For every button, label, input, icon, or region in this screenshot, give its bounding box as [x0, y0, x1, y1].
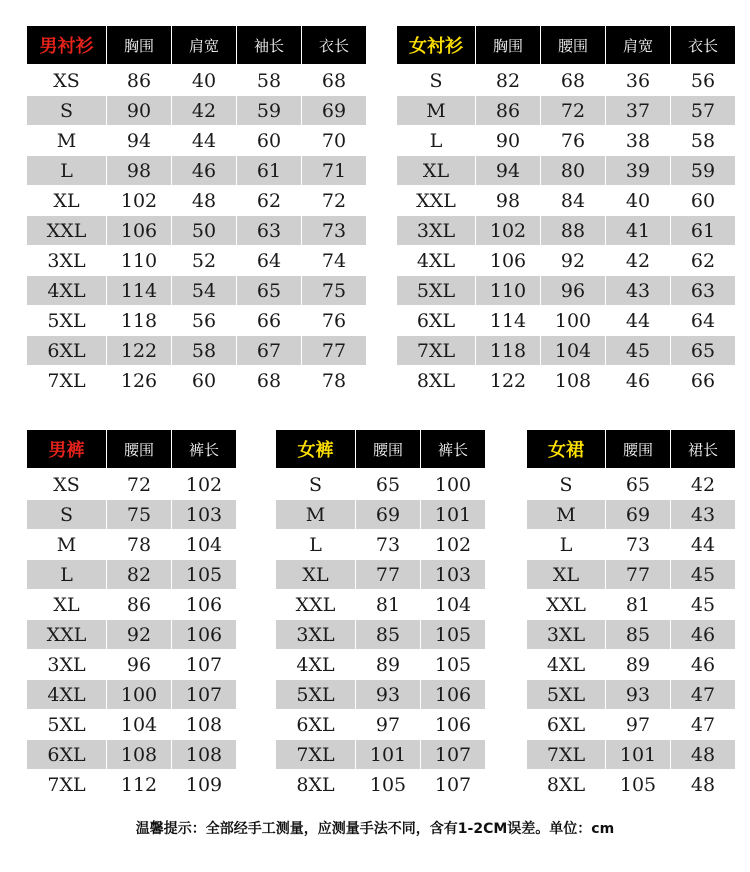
table-title: 女裤 — [276, 430, 356, 469]
table-row — [27, 336, 367, 366]
measurement-cell: 98 — [107, 156, 172, 186]
measurement-cell: 122 — [107, 336, 172, 366]
table-row — [397, 96, 736, 126]
measurement-cell: 68 — [237, 366, 302, 396]
size-label: 6XL — [397, 306, 476, 336]
table-row — [276, 560, 486, 590]
table-row — [527, 620, 736, 650]
measurement-cell: 78 — [302, 366, 367, 396]
size-label: 5XL — [27, 306, 107, 336]
measurement-cell: 114 — [107, 276, 172, 306]
measurement-cell: 69 — [302, 96, 367, 126]
column-header: 裙长 — [671, 430, 736, 469]
measurement-cell: 107 — [172, 680, 237, 710]
table-row — [27, 500, 237, 530]
table-title: 男裤 — [27, 430, 107, 469]
mens-shirt-size-table — [26, 26, 367, 395]
measurement-cell: 106 — [421, 680, 486, 710]
measurement-cell: 102 — [421, 530, 486, 560]
measurement-cell: 122 — [476, 366, 541, 396]
table-row — [397, 65, 736, 96]
table-row — [397, 276, 736, 306]
size-label: XS — [27, 469, 107, 500]
measurement-cell: 78 — [107, 530, 172, 560]
size-label: XL — [276, 560, 356, 590]
measurement-cell: 108 — [172, 740, 237, 770]
measurement-cell: 80 — [541, 156, 606, 186]
size-label: L — [527, 530, 606, 560]
size-label: S — [527, 469, 606, 500]
table-row — [527, 590, 736, 620]
measurement-cell: 90 — [107, 96, 172, 126]
measurement-cell: 97 — [606, 710, 671, 740]
size-label: XL — [27, 186, 107, 216]
table-row — [276, 620, 486, 650]
table-row — [27, 650, 237, 680]
size-label: 4XL — [397, 246, 476, 276]
size-label: 8XL — [397, 366, 476, 396]
measurement-cell: 85 — [356, 620, 421, 650]
measurement-cell: 101 — [356, 740, 421, 770]
size-label: 4XL — [27, 276, 107, 306]
measurement-cell: 60 — [172, 366, 237, 396]
measurement-cell: 46 — [671, 620, 736, 650]
table-row — [276, 530, 486, 560]
measurement-cell: 82 — [476, 65, 541, 96]
measurement-cell: 89 — [356, 650, 421, 680]
measurement-cell: 102 — [107, 186, 172, 216]
measurement-cell: 104 — [172, 530, 237, 560]
measurement-cell: 61 — [237, 156, 302, 186]
measurement-cell: 56 — [671, 65, 736, 96]
measurement-cell: 40 — [606, 186, 671, 216]
size-label: 3XL — [276, 620, 356, 650]
size-label: 4XL — [276, 650, 356, 680]
size-label: 7XL — [276, 740, 356, 770]
measurement-cell: 65 — [356, 469, 421, 500]
table-row — [27, 590, 237, 620]
measurement-cell: 97 — [356, 710, 421, 740]
size-label: 5XL — [276, 680, 356, 710]
size-label: 3XL — [27, 650, 107, 680]
measurement-cell: 108 — [541, 366, 606, 396]
measurement-cell: 77 — [302, 336, 367, 366]
table-row — [27, 65, 367, 96]
measurement-note: 温馨提示：全部经手工测量，应测量手法不同，含有1-2CM误差。单位：cm — [135, 821, 615, 837]
measurement-cell: 86 — [476, 96, 541, 126]
measurement-cell: 118 — [476, 336, 541, 366]
size-label: 4XL — [527, 650, 606, 680]
measurement-cell: 50 — [172, 216, 237, 246]
measurement-cell: 105 — [606, 770, 671, 800]
size-label: M — [397, 96, 476, 126]
table-row — [397, 156, 736, 186]
table-title: 女裙 — [527, 430, 606, 469]
measurement-cell: 104 — [421, 590, 486, 620]
size-label: S — [397, 65, 476, 96]
size-label: S — [27, 96, 107, 126]
column-header: 衣长 — [671, 26, 736, 65]
size-label: 6XL — [27, 740, 107, 770]
measurement-cell: 36 — [606, 65, 671, 96]
measurement-cell: 110 — [107, 246, 172, 276]
measurement-cell: 106 — [476, 246, 541, 276]
measurement-cell: 96 — [541, 276, 606, 306]
table-row — [276, 469, 486, 500]
size-label: XL — [527, 560, 606, 590]
column-header: 腰围 — [606, 430, 671, 469]
table-row — [27, 276, 367, 306]
size-label: M — [27, 126, 107, 156]
measurement-cell: 44 — [606, 306, 671, 336]
measurement-cell: 106 — [107, 216, 172, 246]
measurement-cell: 44 — [671, 530, 736, 560]
measurement-cell: 76 — [541, 126, 606, 156]
measurement-cell: 100 — [541, 306, 606, 336]
measurement-cell: 62 — [671, 246, 736, 276]
size-label: 6XL — [27, 336, 107, 366]
table-row — [527, 680, 736, 710]
table-row — [27, 126, 367, 156]
measurement-cell: 89 — [606, 650, 671, 680]
measurement-cell: 96 — [107, 650, 172, 680]
size-label: XXL — [27, 620, 107, 650]
measurement-cell: 118 — [107, 306, 172, 336]
size-label: L — [276, 530, 356, 560]
measurement-cell: 40 — [172, 65, 237, 96]
measurement-cell: 92 — [541, 246, 606, 276]
table-row — [27, 186, 367, 216]
size-label: 8XL — [527, 770, 606, 800]
size-label: 3XL — [397, 216, 476, 246]
measurement-cell: 104 — [541, 336, 606, 366]
size-label: 4XL — [27, 680, 107, 710]
size-label: M — [276, 500, 356, 530]
measurement-cell: 85 — [606, 620, 671, 650]
measurement-cell: 43 — [671, 500, 736, 530]
table-row — [397, 186, 736, 216]
measurement-cell: 70 — [302, 126, 367, 156]
table-row — [527, 650, 736, 680]
measurement-cell: 48 — [671, 770, 736, 800]
measurement-cell: 42 — [671, 469, 736, 500]
table-row — [527, 530, 736, 560]
measurement-cell: 101 — [606, 740, 671, 770]
table-row — [27, 710, 237, 740]
measurement-cell: 106 — [172, 590, 237, 620]
measurement-cell: 48 — [172, 186, 237, 216]
measurement-cell: 59 — [237, 96, 302, 126]
measurement-cell: 112 — [107, 770, 172, 800]
table-row — [27, 740, 237, 770]
size-label: 3XL — [527, 620, 606, 650]
measurement-cell: 60 — [671, 186, 736, 216]
measurement-cell: 108 — [172, 710, 237, 740]
table-row — [397, 216, 736, 246]
measurement-cell: 38 — [606, 126, 671, 156]
size-label: M — [527, 500, 606, 530]
size-label: L — [27, 560, 107, 590]
size-label: S — [276, 469, 356, 500]
measurement-cell: 41 — [606, 216, 671, 246]
measurement-cell: 74 — [302, 246, 367, 276]
measurement-cell: 94 — [107, 126, 172, 156]
measurement-cell: 66 — [237, 306, 302, 336]
measurement-cell: 68 — [302, 65, 367, 96]
measurement-cell: 65 — [237, 276, 302, 306]
measurement-cell: 93 — [356, 680, 421, 710]
measurement-cell: 56 — [172, 306, 237, 336]
measurement-cell: 64 — [671, 306, 736, 336]
table-row — [27, 156, 367, 186]
table-header-row — [276, 430, 486, 469]
column-header: 衣长 — [302, 26, 367, 65]
measurement-cell: 86 — [107, 590, 172, 620]
measurement-cell: 54 — [172, 276, 237, 306]
measurement-cell: 68 — [541, 65, 606, 96]
table-row — [27, 680, 237, 710]
measurement-cell: 46 — [606, 366, 671, 396]
table-title: 女衬衫 — [397, 26, 476, 65]
measurement-cell: 69 — [606, 500, 671, 530]
measurement-cell: 126 — [107, 366, 172, 396]
table-row — [27, 770, 237, 800]
measurement-cell: 57 — [671, 96, 736, 126]
measurement-cell: 72 — [107, 469, 172, 500]
table-row — [397, 336, 736, 366]
measurement-cell: 108 — [107, 740, 172, 770]
table-row — [27, 620, 237, 650]
measurement-cell: 84 — [541, 186, 606, 216]
table-row — [397, 366, 736, 396]
column-header: 裤长 — [172, 430, 237, 469]
column-header: 腰围 — [356, 430, 421, 469]
measurement-cell: 90 — [476, 126, 541, 156]
table-row — [27, 469, 237, 500]
table-row — [397, 306, 736, 336]
measurement-cell: 103 — [421, 560, 486, 590]
measurement-cell: 105 — [356, 770, 421, 800]
table-row — [527, 500, 736, 530]
measurement-cell: 42 — [172, 96, 237, 126]
column-header: 袖长 — [237, 26, 302, 65]
womens-shirt-size-table — [396, 26, 736, 395]
measurement-cell: 105 — [172, 560, 237, 590]
column-header: 肩宽 — [606, 26, 671, 65]
measurement-cell: 42 — [606, 246, 671, 276]
table-row — [276, 710, 486, 740]
measurement-cell: 73 — [302, 216, 367, 246]
womens-skirt-size-table — [526, 430, 736, 799]
measurement-cell: 69 — [356, 500, 421, 530]
table-header-row — [527, 430, 736, 469]
table-row — [276, 740, 486, 770]
size-label: XXL — [27, 216, 107, 246]
size-label: XXL — [397, 186, 476, 216]
measurement-cell: 93 — [606, 680, 671, 710]
measurement-cell: 72 — [541, 96, 606, 126]
table-row — [276, 500, 486, 530]
measurement-cell: 59 — [671, 156, 736, 186]
measurement-cell: 100 — [421, 469, 486, 500]
measurement-cell: 67 — [237, 336, 302, 366]
measurement-cell: 71 — [302, 156, 367, 186]
measurement-cell: 81 — [356, 590, 421, 620]
measurement-cell: 110 — [476, 276, 541, 306]
measurement-cell: 58 — [237, 65, 302, 96]
measurement-cell: 66 — [671, 366, 736, 396]
table-row — [276, 770, 486, 800]
table-header-row — [27, 26, 367, 65]
table-row — [27, 306, 367, 336]
table-row — [527, 710, 736, 740]
column-header: 裤长 — [421, 430, 486, 469]
size-label: 7XL — [527, 740, 606, 770]
table-row — [27, 216, 367, 246]
measurement-cell: 73 — [356, 530, 421, 560]
table-row — [276, 680, 486, 710]
measurement-cell: 94 — [476, 156, 541, 186]
size-label: S — [27, 500, 107, 530]
column-header: 腰围 — [107, 430, 172, 469]
table-row — [397, 126, 736, 156]
measurement-cell: 100 — [107, 680, 172, 710]
table-row — [27, 560, 237, 590]
size-label: XL — [27, 590, 107, 620]
measurement-cell: 103 — [172, 500, 237, 530]
measurement-cell: 45 — [606, 336, 671, 366]
measurement-cell: 63 — [671, 276, 736, 306]
measurement-cell: 107 — [421, 740, 486, 770]
measurement-cell: 92 — [107, 620, 172, 650]
column-header: 肩宽 — [172, 26, 237, 65]
measurement-cell: 45 — [671, 560, 736, 590]
column-header: 胸围 — [476, 26, 541, 65]
measurement-cell: 109 — [172, 770, 237, 800]
table-row — [27, 366, 367, 396]
measurement-cell: 75 — [107, 500, 172, 530]
size-label: 7XL — [27, 366, 107, 396]
measurement-cell: 76 — [302, 306, 367, 336]
measurement-cell: 75 — [302, 276, 367, 306]
size-label: XXL — [527, 590, 606, 620]
size-label: 5XL — [397, 276, 476, 306]
womens-pants-size-table — [275, 430, 486, 799]
size-label: 7XL — [27, 770, 107, 800]
measurement-cell: 77 — [356, 560, 421, 590]
column-header: 腰围 — [541, 26, 606, 65]
measurement-cell: 43 — [606, 276, 671, 306]
measurement-cell: 114 — [476, 306, 541, 336]
measurement-cell: 62 — [237, 186, 302, 216]
measurement-cell: 102 — [476, 216, 541, 246]
table-row — [527, 560, 736, 590]
measurement-cell: 58 — [671, 126, 736, 156]
size-label: 5XL — [527, 680, 606, 710]
measurement-cell: 64 — [237, 246, 302, 276]
measurement-cell: 102 — [172, 469, 237, 500]
table-row — [527, 770, 736, 800]
measurement-cell: 104 — [107, 710, 172, 740]
measurement-cell: 106 — [172, 620, 237, 650]
size-label: 7XL — [397, 336, 476, 366]
measurement-cell: 46 — [671, 650, 736, 680]
table-row — [527, 469, 736, 500]
measurement-cell: 47 — [671, 710, 736, 740]
measurement-cell: 86 — [107, 65, 172, 96]
measurement-cell: 72 — [302, 186, 367, 216]
size-label: 5XL — [27, 710, 107, 740]
measurement-cell: 105 — [421, 650, 486, 680]
measurement-cell: 81 — [606, 590, 671, 620]
size-label: L — [397, 126, 476, 156]
measurement-cell: 77 — [606, 560, 671, 590]
measurement-cell: 61 — [671, 216, 736, 246]
table-row — [27, 530, 237, 560]
size-label: XS — [27, 65, 107, 96]
size-label: 6XL — [527, 710, 606, 740]
table-row — [27, 96, 367, 126]
measurement-cell: 65 — [606, 469, 671, 500]
table-row — [27, 246, 367, 276]
measurement-cell: 106 — [421, 710, 486, 740]
size-label: L — [27, 156, 107, 186]
measurement-cell: 58 — [172, 336, 237, 366]
size-label: 3XL — [27, 246, 107, 276]
size-label: M — [27, 530, 107, 560]
measurement-cell: 60 — [237, 126, 302, 156]
measurement-cell: 65 — [671, 336, 736, 366]
measurement-cell: 44 — [172, 126, 237, 156]
measurement-cell: 52 — [172, 246, 237, 276]
mens-pants-size-table — [26, 430, 237, 799]
size-label: 6XL — [276, 710, 356, 740]
measurement-cell: 37 — [606, 96, 671, 126]
column-header: 胸围 — [107, 26, 172, 65]
measurement-cell: 48 — [671, 740, 736, 770]
measurement-cell: 45 — [671, 590, 736, 620]
size-label: 8XL — [276, 770, 356, 800]
table-header-row — [397, 26, 736, 65]
measurement-cell: 105 — [421, 620, 486, 650]
measurement-cell: 39 — [606, 156, 671, 186]
size-label: XL — [397, 156, 476, 186]
table-title: 男衬衫 — [27, 26, 107, 65]
size-label: XXL — [276, 590, 356, 620]
table-row — [276, 650, 486, 680]
table-row — [276, 590, 486, 620]
measurement-cell: 88 — [541, 216, 606, 246]
measurement-cell: 107 — [172, 650, 237, 680]
measurement-cell: 73 — [606, 530, 671, 560]
table-header-row — [27, 430, 237, 469]
measurement-cell: 82 — [107, 560, 172, 590]
measurement-cell: 107 — [421, 770, 486, 800]
measurement-cell: 47 — [671, 680, 736, 710]
measurement-cell: 98 — [476, 186, 541, 216]
table-row — [527, 740, 736, 770]
measurement-cell: 63 — [237, 216, 302, 246]
table-row — [397, 246, 736, 276]
measurement-cell: 46 — [172, 156, 237, 186]
measurement-cell: 101 — [421, 500, 486, 530]
